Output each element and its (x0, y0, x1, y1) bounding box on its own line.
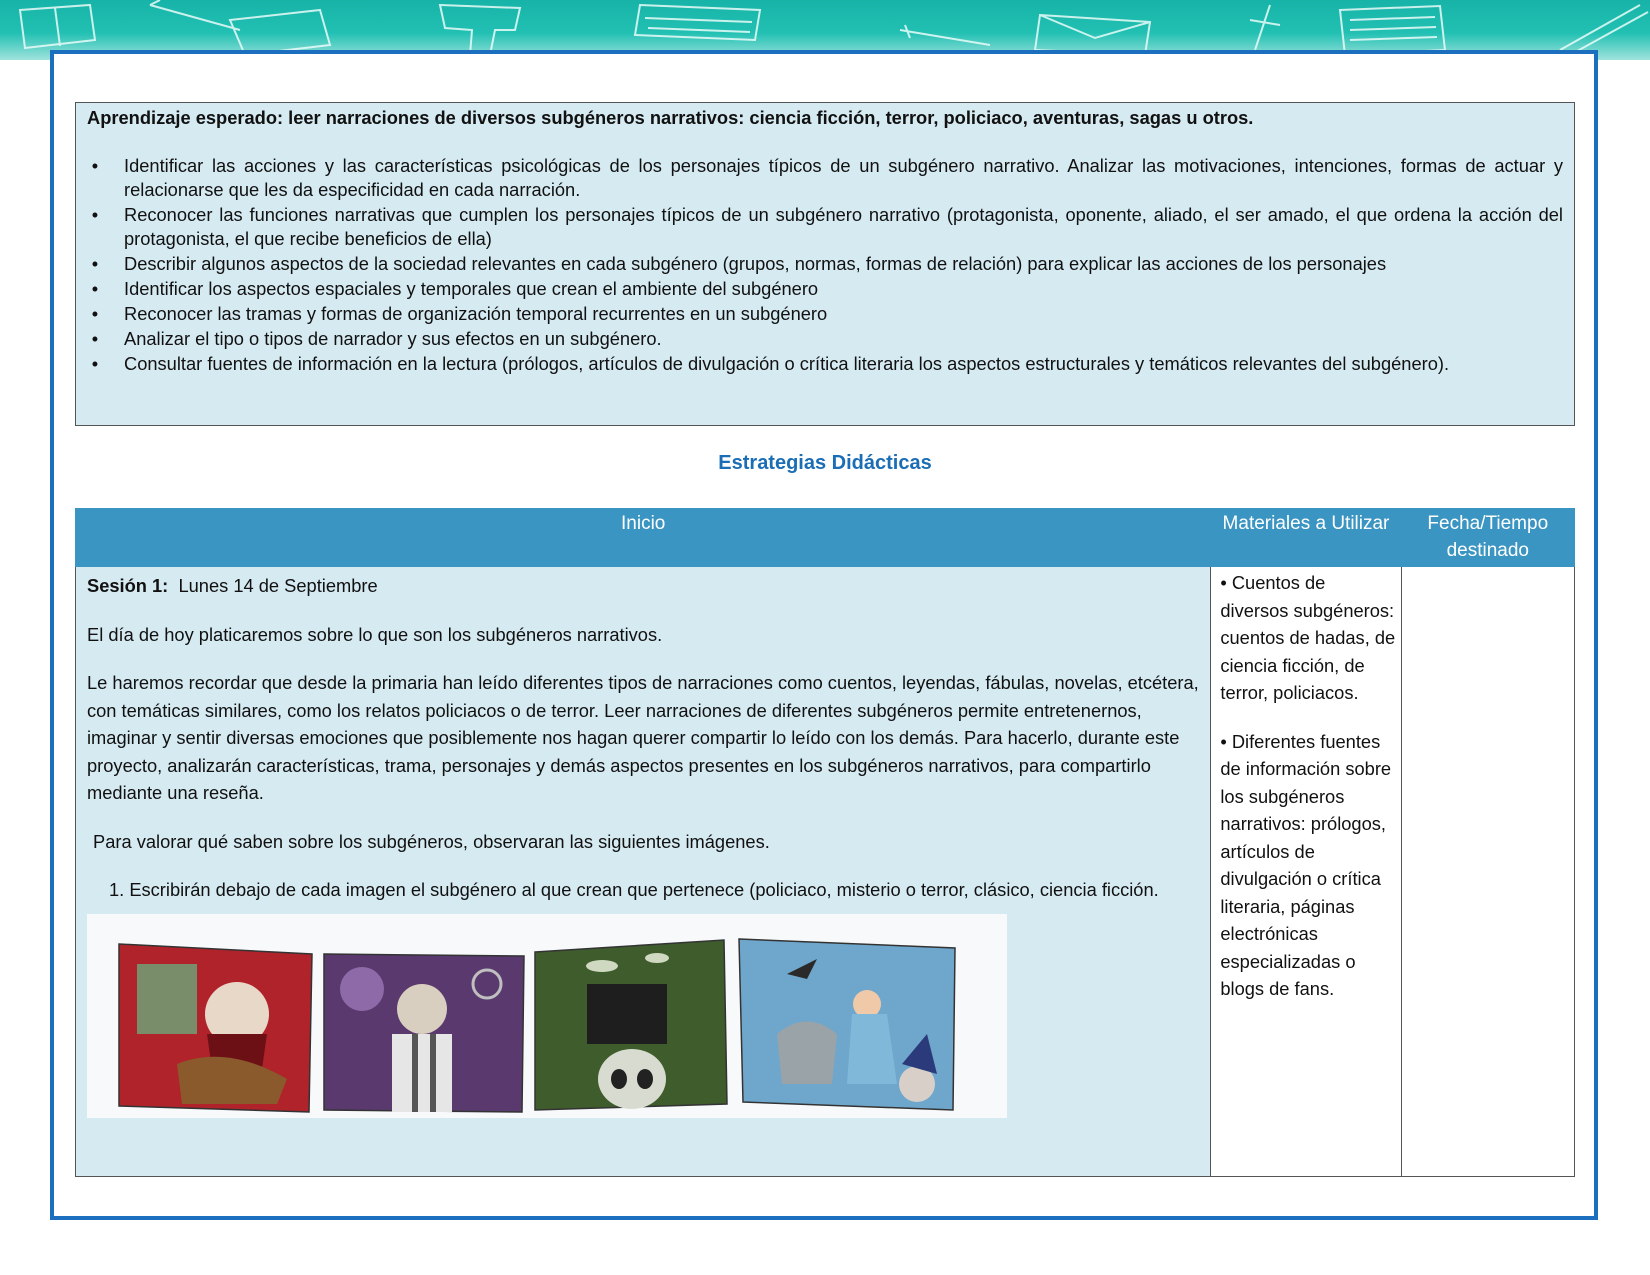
strategies-table (75, 508, 1575, 1177)
bullet-icon: • (91, 353, 99, 374)
session-paragraph: El día de hoy platicaremos sobre lo que son los subgéneros narrativos. (87, 623, 663, 645)
objective-item: • Identificar los aspectos espaciales y temporales que crean el ambiente del subgénero (87, 277, 1563, 301)
illustration-fantasy-classic (739, 939, 955, 1110)
material-item: • Diferentes fuentes de información sobre los subgéneros narrativos: prólogos, artículos de divulgación o crítica literaria, páginas electrónicas especializadas o blogs de fans. (1220, 730, 1392, 999)
bullet-icon: • (91, 278, 99, 299)
objective-item: • Reconocer las funciones narrativas que cumplen los personajes típicos de un subgénero narrativo (protagonista, oponente, aliado, el ser amado, el que ordena la acción del protagonista, el que recibe beneficios de ella) (87, 203, 1563, 251)
header-materiales: Materiales a Utilizar (1211, 509, 1401, 567)
subgenre-images (87, 914, 1007, 1118)
objective-item: • Analizar el tipo o tipos de narrador y sus efectos en un subgénero. (87, 327, 1563, 351)
objectives-list (87, 154, 1563, 376)
date-cell (1401, 567, 1574, 1177)
material-item: • Cuentos de diversos subgéneros: cuentos de hadas, de ciencia ficción, de terror, policiacos. (1220, 572, 1396, 703)
materials-cell (1211, 567, 1401, 1177)
session-paragraph: Para valorar qué saben sobre los subgéneros, observaran las siguientes imágenes. (93, 830, 770, 852)
session-date: Lunes 14 de Septiembre (178, 575, 378, 596)
objective-item: • Reconocer las tramas y formas de organización temporal recurrentes en un subgénero (87, 302, 1563, 326)
bullet-icon: • (91, 155, 99, 176)
learning-objectives-box (75, 102, 1575, 426)
session-instruction: 1. Escribirán debajo de cada imagen el subgénero al que crean que pertenece (policiaco, misterio o terror, clásico, ciencia ficción. (109, 879, 1159, 900)
session-heading (87, 572, 1199, 600)
illustration-horror-monsters (119, 944, 312, 1112)
header-fecha: Fecha/Tiempo destinado (1401, 509, 1574, 567)
bullet-icon: • (91, 303, 99, 324)
objective-item: • Identificar las acciones y las características psicológicas de los personajes típicos de un subgénero narrativo. Analizar las motivaciones, intenciones, formas de actuar y relacionarse que les da especificidad en cada narración. (87, 154, 1563, 202)
bullet-icon: • (91, 328, 99, 349)
objectives-heading: Aprendizaje esperado: leer narraciones de diversos subgéneros narrativos: ciencia ficción, terror, policiaco, aventuras, sagas u otros. (87, 107, 1254, 128)
header-inicio: Inicio (76, 509, 1211, 567)
illustration-sci-fi-aliens (535, 940, 727, 1110)
bullet-icon: • (91, 204, 99, 225)
objective-item: • Consultar fuentes de información en la lectura (prólogos, artículos de divulgación o crítica literaria los aspectos estructurales y temáticos relevantes del subgénero). (87, 352, 1563, 376)
illustration-detective (324, 954, 524, 1112)
objective-item: • Describir algunos aspectos de la sociedad relevantes en cada subgénero (grupos, normas, formas de relación) para explicar las acciones de los personajes (87, 252, 1563, 276)
session-label: Sesión 1: (87, 575, 169, 596)
session-paragraph: Le haremos recordar que desde la primaria han leído diferentes tipos de narraciones como cuentos, leyendas, fábulas, novelas, etcétera, con temáticas similares, como los relatos policiacos o de terror. Leer narraciones de diferentes subgéneros permite entretenernos, imaginar y sentir diversas emociones que posiblemente nos hagan querer compartir lo leído con los demás. Para hacerlo, durante este proyecto, analizarán características, trama, personajes y demás aspectos presentes en los subgéneros narrativos, para compartirlo mediante una reseña. (87, 672, 1199, 803)
section-title: Estrategias Didácticas (718, 452, 932, 474)
bullet-icon: • (91, 253, 99, 274)
session-cell (76, 567, 1211, 1177)
